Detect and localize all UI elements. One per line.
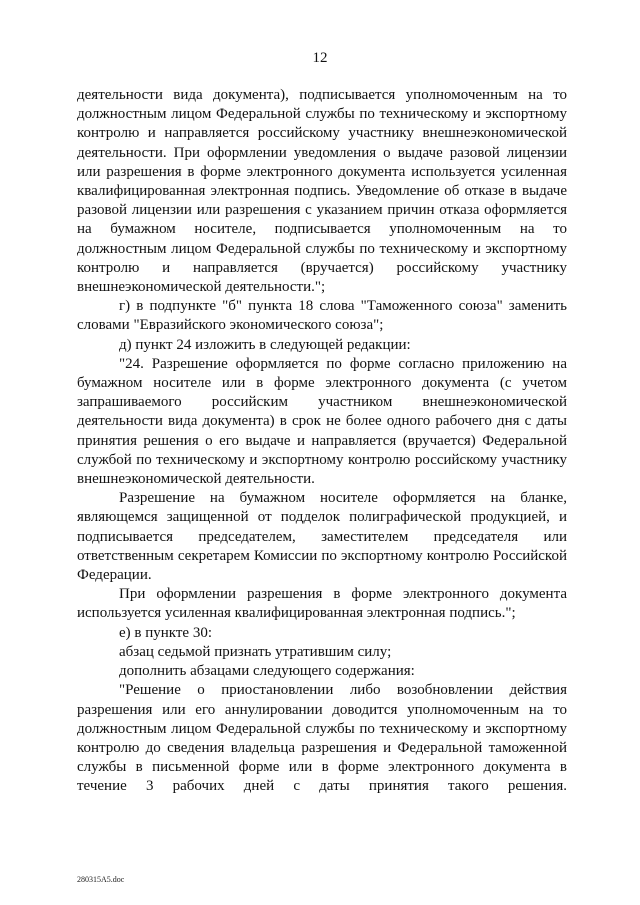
paragraph-item-e: е) в пункте 30: <box>119 624 213 641</box>
paragraph-seventh-abzac: абзац седьмой признать утратившим силу; <box>119 643 392 660</box>
paragraph-electronic-permit: При оформлении разрешения в форме электронного документа используется усиленная квалифицированная электронная подпись."; <box>77 586 567 622</box>
document-body <box>77 86 567 797</box>
paragraph-item-g: г) в подпункте "б" пункта 18 слова "Таможенного союза" заменить словами "Евразийского экономического союза"; <box>77 298 567 334</box>
paragraph-paper-permit: Разрешение на бумажном носителе оформляется на бланке, являющемся защищенной от подделок полиграфической продукцией, и подписывается председателем, заместителем председателя или ответственным секретарем Комиссии по экспортному контролю Российской Федерации. <box>77 490 567 584</box>
paragraph-item-d: д) пункт 24 изложить в следующей редакции: <box>119 336 411 353</box>
page-number: 12 <box>312 50 328 66</box>
paragraph-add-abzacs: дополнить абзацами следующего содержания: <box>119 663 415 680</box>
paragraph-decision: "Решение о приостановлении либо возобновлении действия разрешения или его аннулировании доводится уполномоченным на то должностным лицом Федеральной службы по техническому и экспортному контролю до сведения владельца разрешения и Федеральной таможенной службы в письменной форме или в форме электронного документа в течение 3 рабочих дней с даты принятия такого решения. <box>77 682 567 795</box>
paragraph-point-24: "24. Разрешение оформляется по форме согласно приложению на бумажном носителе или в форме электронного документа (с учетом запрашиваемого российским участником внешнеэкономической деятельности вида документа) в срок не более одного рабочего дня с даты принятия решения о его выдаче и направляется (вручается) Федеральной службой по техническому и экспортному контролю российскому участнику внешнеэкономической деятельности. <box>77 355 567 488</box>
footer-doc-code: 280315A5.doc <box>77 875 125 884</box>
paragraph-continuation: деятельности вида документа), подписывается уполномоченным на то должностным лицом Федеральной службы по техническому и экспортному контролю и направляется российскому участнику внешнеэкономической деятельности. При оформлении уведомления о выдаче разовой лицензии или разрешения в форме электронного документа используется усиленная квалифицированная электронная подпись. Уведомление об отказе в выдаче разовой лицензии или разрешения с указанием причин отказа оформляется на бумажном носителе, подписывается уполномоченным на то должностным лицом Федеральной службы по техническому и экспортному контролю и направляется (вручается) российскому участнику внешнеэкономической деятельности."; <box>77 87 567 296</box>
